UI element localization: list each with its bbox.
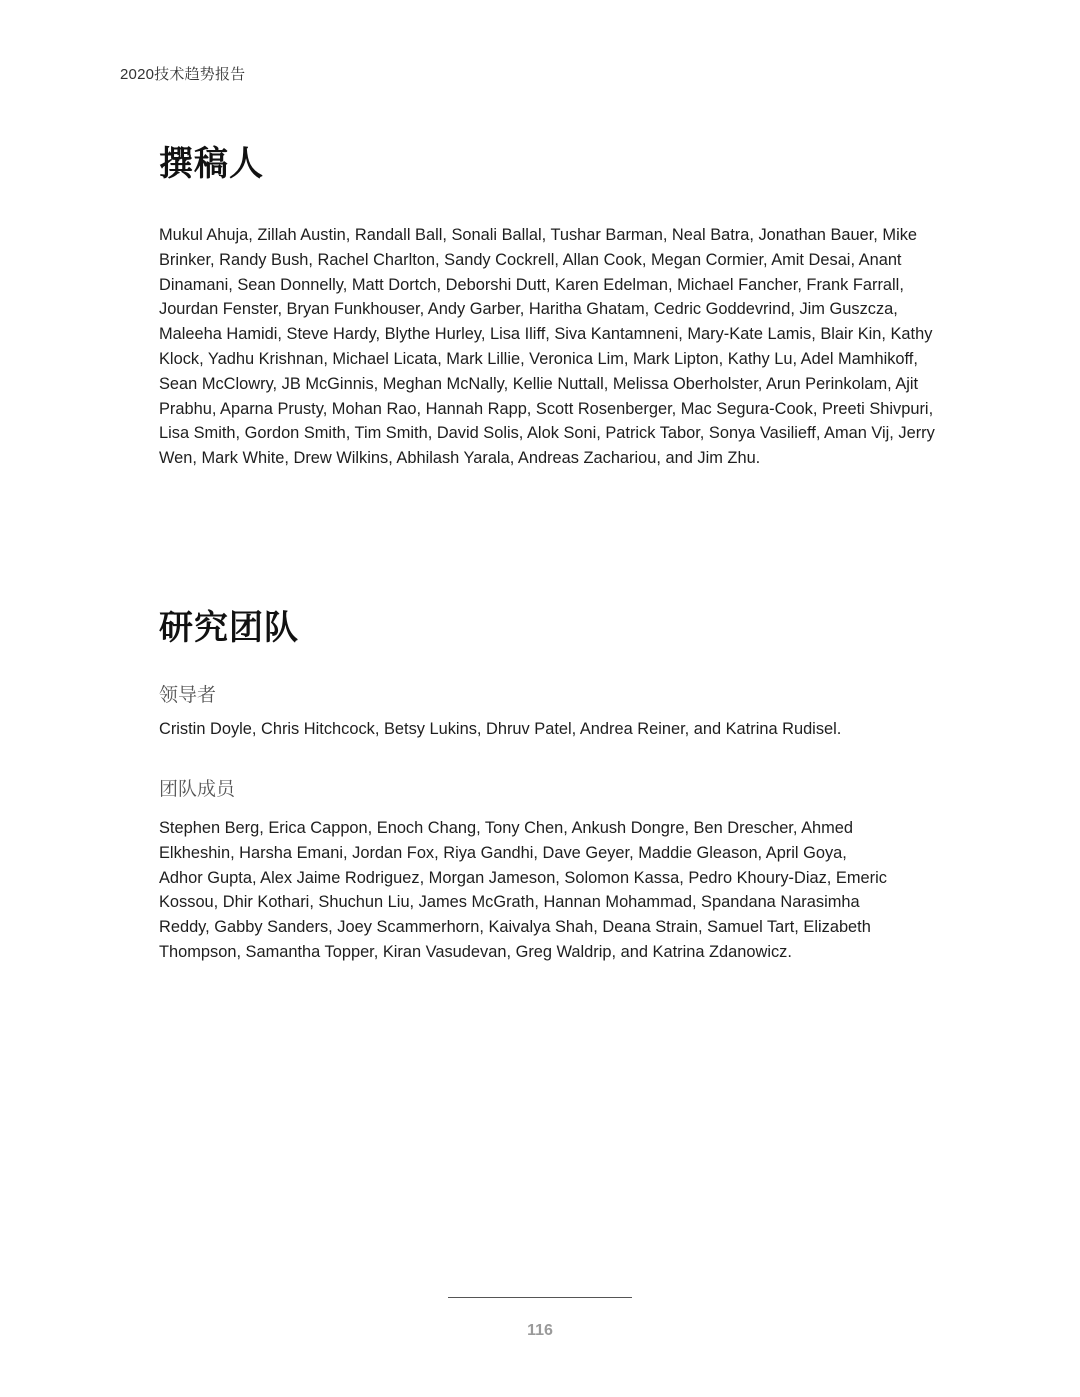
contributors-heading: 撰稿人 (159, 145, 264, 183)
members-subheading: 团队成员 (159, 779, 236, 800)
page-number: 116 (527, 1322, 553, 1339)
leaders-names: Cristin Doyle, Chris Hitchcock, Betsy Lukins, Dhruv Patel, Andrea Reiner, and Katrina Rudisel. (159, 720, 842, 738)
research-team-heading: 研究团队 (159, 609, 299, 647)
footer-divider (448, 1297, 632, 1298)
contributors-names: Mukul Ahuja, Zillah Austin, Randall Ball, Sonali Ballal, Tushar Barman, Neal Batra, Jonathan Bauer, Mike Brinker, Randy Bush, Rachel Charlton, Sandy Cockrell, Allan Cook, Megan Cormier, Amit Desai, Anant Dinamani, Sean Donnelly, Matt Dortch, Deborshi Dutt, Karen Edelman, Michael Fancher, Frank Farrall, Jourdan Fenster, Bryan Funkhouser, Andy Garber, Haritha Ghatam, Cedric Goddevrind, Jim Guszcza, Maleeha Hamidi, Steve Hardy, Blythe Hurley, Lisa Iliff, Siva Kantamneni, Mary-Kate Lamis, Blair Kin, Kathy Klock, Yadhu Krishnan, Michael Licata, Mark Lillie, Veronica Lim, Mark Lipton, Kathy Lu, Adel Mamhikoff, Sean McClowry, JB McGinnis, Meghan McNally, Kellie Nuttall, Melissa Oberholster, Arun Perinkolam, Ajit Prabhu, Aparna Prusty, Mohan Rao, Hannah Rapp, Scott Rosenberger, Mac Segura-Cook, Preeti Shivpuri, Lisa Smith, Gordon Smith, Tim Smith, David Solis, Alok Soni, Patrick Tabor, Sonya Vasilieff, Aman Vij, Jerry Wen, Mark White, Drew Wilkins, Abhilash Yarala, Andreas Zachariou, and Jim Zhu. (159, 226, 935, 468)
leaders-subheading: 领导者 (159, 685, 217, 706)
running-header: 2020技术趋势报告 (120, 66, 246, 83)
members-names: Stephen Berg, Erica Cappon, Enoch Chang, Tony Chen, Ankush Dongre, Ben Drescher, Ahmed Elkheshin, Harsha Emani, Jordan Fox, Riya Gandhi, Dave Geyer, Maddie Gleason, April Goya, Adhor Gupta, Alex Jaime Rodriguez, Morgan Jameson, Solomon Kassa, Pedro Khoury-Diaz, Emeric Kossou, Dhir Kothari, Shuchun Liu, James McGrath, Hannan Mohammad, Spandana Narasimha Reddy, Gabby Sanders, Joey Scammerhorn, Kaivalya Shah, Deana Strain, Samuel Tart, Elizabeth Thompson, Samantha Topper, Kiran Vasudevan, Greg Waldrip, and Katrina Zdanowicz. (159, 819, 887, 961)
